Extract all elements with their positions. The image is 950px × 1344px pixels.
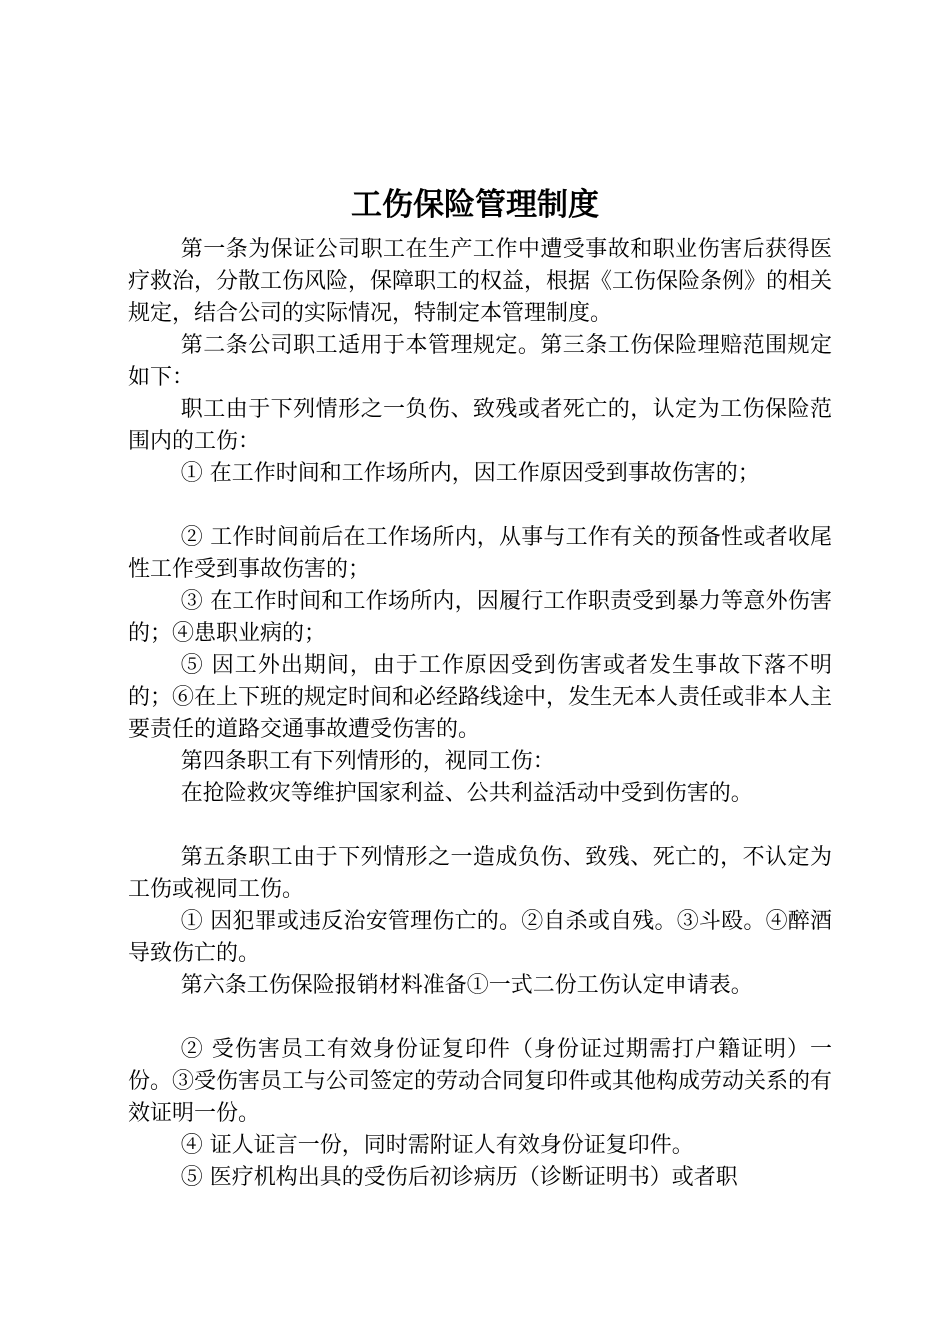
paragraph-11: ① 因犯罪或违反治安管理伤亡的。②自杀或自残。③斗殴。④醉酒导致伤亡的。 [128,909,832,966]
blank-line [128,1002,832,1034]
paragraph-4: ① 在工作时间和工作场所内，因工作原因受到事故伤害的； [180,461,760,486]
paragraph-5: ② 工作时间前后在工作场所内，从事与工作有关的预备性或者收尾性工作受到事故伤害的； [128,525,832,582]
paragraph-7: ⑤ 因工外出期间，由于工作原因受到伤害或者发生事故下落不明的；⑥在上下班的规定时间和必经路线途中，发生无本人责任或非本人主要责任的道路交通事故遭受伤害的。 [128,653,833,742]
paragraph-15: ⑤ 医疗机构出具的受伤后初诊病历（诊断证明书）或者职 [180,1165,738,1190]
paragraph-8: 第四条职工有下列情形的，视同工伤： [180,749,555,774]
blank-line [128,490,832,522]
paragraph-1: 第一条为保证公司职工在生产工作中遭受事故和职业伤害后获得医疗救治，分散工伤风险，保障职工的权益，根据《工伤保险条例》的相关规定，结合公司的实际情况，特制定本管理制度。 [128,237,833,326]
blank-line [128,810,832,842]
paragraph-3: 职工由于下列情形之一负伤、致残或者死亡的，认定为工伤保险范围内的工伤： [128,397,832,454]
paragraph-9: 在抢险救灾等维护国家利益、公共利益活动中受到伤害的。 [180,781,753,806]
paragraph-2: 第二条公司职工适用于本管理规定。第三条工伤保险理赔范围规定如下： [128,333,832,390]
document-title: 工伤保险管理制度 [351,187,599,223]
document-body [128,234,832,1194]
paragraph-13: ② 受伤害员工有效身份证复印件（身份证过期需打户籍证明）一份。③受伤害员工与公司签定的劳动合同复印件或其他构成劳动关系的有效证明一份。 [128,1037,833,1126]
paragraph-12: 第六条工伤保险报销材料准备①一式二份工伤认定申请表。 [180,973,753,998]
paragraph-10: 第五条职工由于下列情形之一造成负伤、致残、死亡的，不认定为工伤或视同工伤。 [128,845,832,902]
paragraph-14: ④ 证人证言一份，同时需附证人有效身份证复印件。 [180,1133,694,1158]
paragraph-6: ③ 在工作时间和工作场所内，因履行工作职责受到暴力等意外伤害的；④患职业病的； [128,589,832,646]
